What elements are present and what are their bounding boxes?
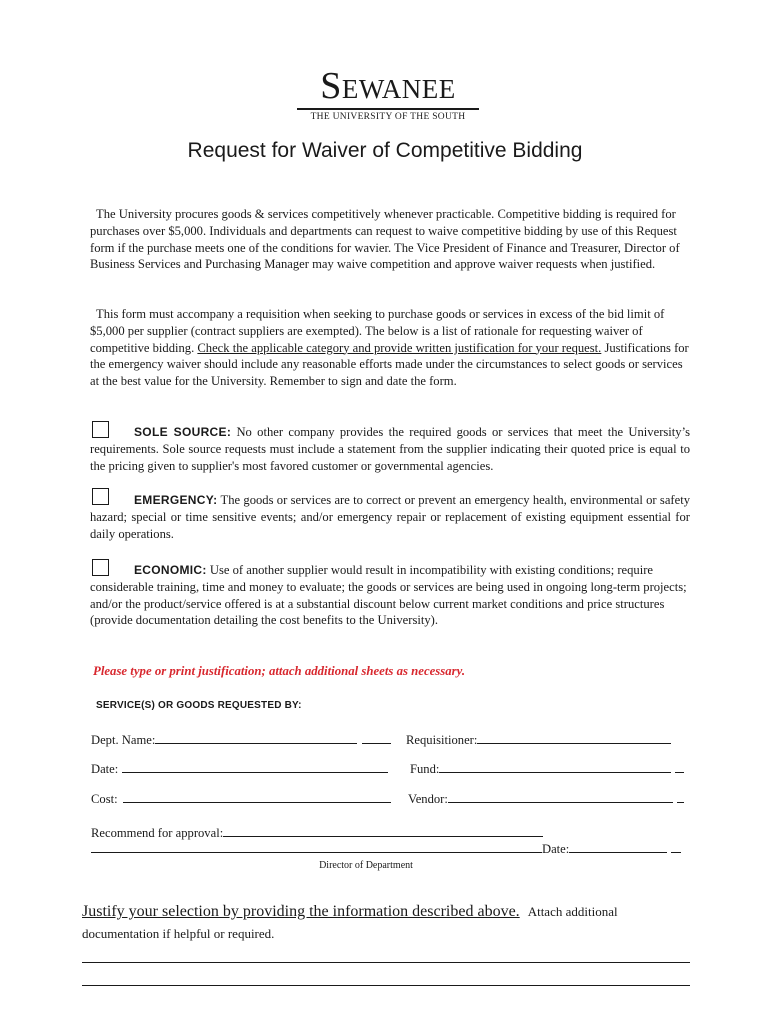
instructions-text-underlined: Check the applicable category and provide written justification for your request. <box>197 340 602 355</box>
justification-line-2[interactable] <box>82 985 690 986</box>
vendor-label: Vendor: <box>408 792 448 806</box>
services-requested-heading: SERVICE(S) OR GOODS REQUESTED BY: <box>96 700 302 711</box>
director-caption: Director of Department <box>319 860 413 871</box>
economic-option <box>90 562 690 629</box>
fund-input[interactable] <box>439 761 671 773</box>
date-field <box>91 761 388 777</box>
date-label: Date: <box>91 762 119 776</box>
recommend-input[interactable] <box>223 825 543 837</box>
fund-line-extra <box>675 761 684 773</box>
approval-date-input[interactable] <box>569 841 667 853</box>
director-signature-line[interactable] <box>91 841 542 853</box>
requisitioner-label: Requisitioner: <box>406 733 478 747</box>
recommend-field <box>91 825 543 841</box>
instructions-paragraph <box>90 306 690 390</box>
justification-notice: Please type or print justification; attach additional sheets as necessary. <box>93 664 466 678</box>
vendor-input[interactable] <box>448 791 673 803</box>
instructions-text-after: Justifications for the emergency waiver should include any reasonable efforts made under the circumstances to select goods or services at the best value for the University. Remember to sign and date the form. <box>90 340 689 389</box>
sole-source-option <box>90 424 690 474</box>
cost-field <box>91 791 391 807</box>
sole-source-label: SOLE SOURCE: <box>134 425 232 439</box>
approval-date-label: Date: <box>542 842 570 856</box>
emergency-option <box>90 492 690 542</box>
cost-label: Cost: <box>91 792 118 806</box>
date-input[interactable] <box>122 761 388 773</box>
justify-continuation: documentation if helpful or required. <box>82 926 275 941</box>
requisitioner-field <box>406 732 671 748</box>
vendor-field <box>408 791 684 807</box>
economic-label: ECONOMIC: <box>134 563 207 577</box>
dept-name-line-extra <box>362 732 391 744</box>
emergency-label: EMERGENCY: <box>134 493 218 507</box>
justify-attach-text: Attach additional <box>527 904 618 919</box>
justify-heading: Justify your selection by providing the information described above. <box>82 903 520 920</box>
dept-name-field <box>91 732 391 748</box>
fund-field <box>410 761 684 777</box>
sewanee-logo-wordmark: Sewanee <box>320 65 456 107</box>
requisitioner-input[interactable] <box>477 732 671 744</box>
signature-date-row <box>91 841 681 857</box>
dept-name-label: Dept. Name: <box>91 733 156 747</box>
emergency-text: The goods or services are to correct or prevent an emergency health, environmental or safety hazard; special or time sensitive events; and/or emergency repair or replacement of existing equipment essential for daily operations. <box>90 493 690 541</box>
sewanee-logo-tagline: THE UNIVERSITY OF THE SOUTH <box>310 112 466 122</box>
economic-text: Use of another supplier would result in incompatibility with existing conditions; require considerable training, time and money to evaluate; the goods or services are being used in ongoing long-term projects; and/or the product/service offered is at a substantial discount below current market conditions and price structures (provide documentation detailing the cost benefits to the University). <box>90 563 687 628</box>
justify-heading-row <box>82 902 618 922</box>
justification-line-1[interactable] <box>82 962 690 963</box>
instructions-text-before: This form must accompany a requisition when seeking to purchase goods or services in excess of the bid limit of $5,000 per supplier (contract suppliers are exempted). The below is a list of rationale for requesting waiver of competitive bidding. <box>90 307 665 355</box>
cost-input[interactable] <box>123 791 391 803</box>
vendor-line-extra <box>677 791 684 803</box>
intro-text: The University procures goods & services competitively whenever practicable. Competitive bidding is required for purchases over $5,000. Individuals and departments can request to waive competitive bidding by use of this Request form if the purchase meets one of the conditions for wavier. The Vice President of Finance and Treasurer, Director of Business Services and Purchasing Manager may waive competition and approve waiver requests when justified. <box>90 207 680 272</box>
fund-label: Fund: <box>410 762 440 776</box>
sole-source-text: No other company provides the required goods or services that meet the University’s requirements. Sole source requests must include a statement from the supplier indicating their quoted price is equal to the pricing given to supplier's most favored customer or governmental agencies. <box>90 425 690 473</box>
form-title: Request for Waiver of Competitive Bidding <box>187 139 583 162</box>
dept-name-input[interactable] <box>155 732 357 744</box>
recommend-label: Recommend for approval: <box>91 826 224 840</box>
intro-paragraph <box>90 206 690 273</box>
approval-date-line-extra <box>671 841 681 853</box>
